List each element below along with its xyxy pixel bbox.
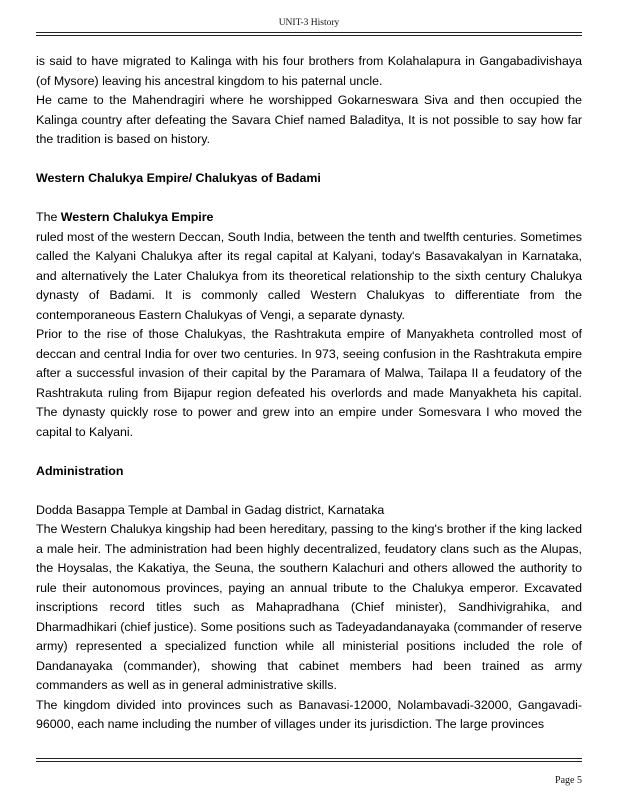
body-paragraph: The Western Chalukya kingship had been hereditary, passing to the king's brother if the king lacked a male heir. The administration had been highly decentralized, feudatory clans such as the Alupas, the Hoysalas, the Kakatiya, the Seuna, the southern Kalachuri and others allowed the authority to rule their autonomous provinces, paying an annual tribute to the Chalukya emperor. Excavated inscriptions record titles such as Mahapradhana (Chief minister), Sandhivigrahika, and Dharmadhikari (chief justice). Some positions such as Tadeyadandanayaka (commander of reserve army) represented a specialized function while all ministerial positions included the role of Dandanayaka (commander), showing that cabinet members had been trained as army commanders as well as in general administrative skills. xyxy=(36,522,582,692)
page-body xyxy=(36,52,582,735)
paragraph-gap xyxy=(36,442,582,462)
intro-bold-term: Western Chalukya Empire xyxy=(60,210,214,224)
footer-rule-secondary xyxy=(36,761,582,762)
header-rule xyxy=(36,32,582,33)
body-paragraph: He came to the Mahendragiri where he worshipped Gokarneswara Siva and then occupied the Kalinga country after defeating the Savara Chief named Baladitya, It is not possible to say how far the tradition is based on history. xyxy=(36,93,582,146)
header-rule-secondary xyxy=(36,35,582,36)
paragraph-gap xyxy=(36,481,582,501)
running-header: UNIT-3 History xyxy=(278,18,340,28)
body-paragraph: Prior to the rise of those Chalukyas, the Rashtrakuta empire of Manyakheta controlled most of deccan and central India for over two centuries. In 973, seeing confusion in the Rashtrakuta empire after a successful invasion of their capital by the Paramara of Malwa, Tailapa II a feudatory of the Rashtrakuta ruling from Bijapur region defeated his overlords and made Manyakheta his capital. The dynasty quickly rose to power and grew into an empire under Somesvara I who moved the capital to Kalyani. xyxy=(36,327,582,439)
figure-caption: Dodda Basappa Temple at Dambal in Gadag district, Karnataka xyxy=(36,502,385,517)
page-number: Page 5 xyxy=(555,775,582,786)
body-paragraph: The kingdom divided into provinces such as Banavasi-12000, Nolambavadi-32000, Gangavadi-96000, each name including the number of villages under its jurisdiction. The large provinces xyxy=(36,697,582,731)
paragraph-gap xyxy=(36,150,582,170)
section-heading: Western Chalukya Empire/ Chalukyas of Badami xyxy=(36,171,321,185)
footer-rule xyxy=(36,758,582,759)
intro-prefix: The xyxy=(36,210,61,224)
section-heading: Administration xyxy=(36,463,124,478)
body-paragraph: ruled most of the western Deccan, South India, between the tenth and twelfth centuries. Sometimes called the Kalyani Chalukya after its regal capital at Kalyani, today's Basavakalyan in Karnataka, and alternatively the Later Chalukya from its theoretical relationship to the sixth century Chalukya dynasty of Badami. It is commonly called Western Chalukyas to differentiate from the contemporaneous Eastern Chalukyas of Vengi, a separate dynasty. xyxy=(36,229,582,322)
body-paragraph: is said to have migrated to Kalinga with his four brothers from Kolahalapura in Gangabadivishaya (of Mysore) leaving his ancestral kingdom to his paternal uncle. xyxy=(36,54,582,88)
intro-line xyxy=(36,208,582,228)
paragraph-gap xyxy=(36,189,582,209)
